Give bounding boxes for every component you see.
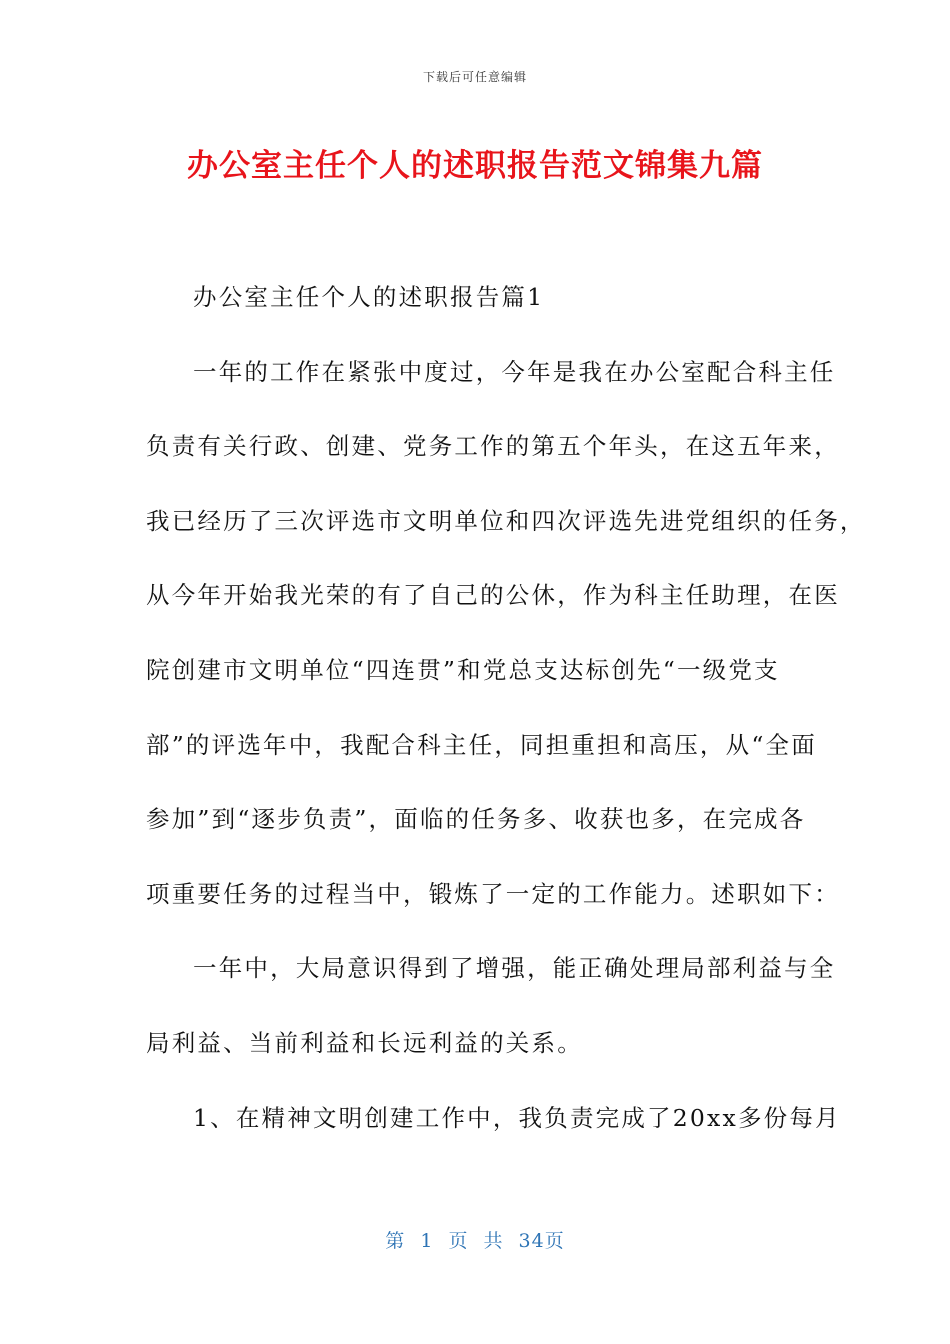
header-note: 下载后可任意编辑: [422, 70, 527, 84]
paragraph-line: 部”的评选年中，我配合科主任，同担重担和高压，从“全面: [146, 730, 817, 759]
paragraph-line: 从今年开始我光荣的有了自己的公休，作为科主任助理，在医: [146, 581, 840, 610]
paragraph-line: 项重要任务的过程当中，锻炼了一定的工作能力。述职如下：: [146, 879, 840, 908]
paragraph-line: 参加”到“逐步负责”，面临的任务多、收获也多，在完成各: [146, 805, 806, 834]
paragraph-line: 院创建市文明单位“四连贯”和党总支达标创先“一级党支: [146, 655, 780, 684]
paragraph-line: 1、在精神文明创建工作中，我负责完成了20xx多份每月: [193, 1103, 841, 1132]
paragraph-line: 一年中，大局意识得到了增强，能正确处理局部利益与全: [193, 954, 836, 983]
paragraph-line: 局利益、当前利益和长远利益的关系。: [146, 1028, 583, 1057]
document-title: 办公室主任个人的述职报告范文锦集九篇: [187, 148, 763, 184]
paragraph-line: 我已经历了三次评选市文明单位和四次评选先进党组织的任务，: [146, 506, 866, 535]
paragraph-line: 负责有关行政、创建、党务工作的第五个年头，在这五年来，: [146, 432, 840, 461]
document-body: [146, 276, 866, 1171]
page-number-footer: 第 1 页 共 34页: [385, 1230, 565, 1252]
section-heading: 办公室主任个人的述职报告篇1: [193, 283, 545, 311]
paragraph-line: 一年的工作在紧张中度过，今年是我在办公室配合科主任: [193, 357, 836, 386]
